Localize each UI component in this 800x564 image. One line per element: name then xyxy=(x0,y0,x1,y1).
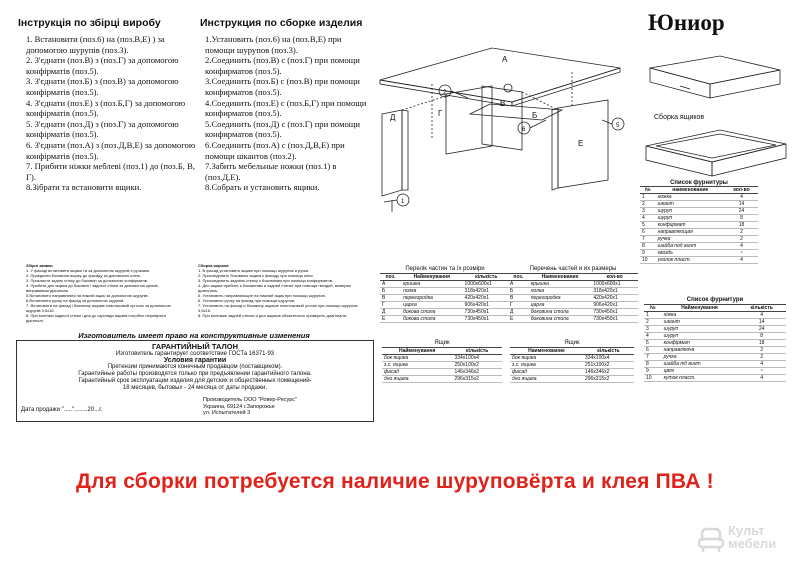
callout-6: 6 xyxy=(522,127,526,133)
table-cell: 730х450х1 xyxy=(591,309,638,316)
table-header-row xyxy=(640,187,758,194)
fittings-ua-title: Список фурнитури xyxy=(686,297,744,303)
table-cell: 906х420х1 xyxy=(591,302,638,309)
instruction-step: 8.Зібрати та встановити ящики. xyxy=(26,182,142,193)
table-cell: ~ xyxy=(725,250,758,257)
table-cell: 1 xyxy=(644,312,662,319)
table-cell: царга xyxy=(401,302,462,309)
instruction-step: 4.Соединить (поз.Е) с (поз.Б,Г) при помощи конфирматов (поз.5). xyxy=(205,97,367,119)
table-cell: 8 xyxy=(640,243,656,250)
fittings-ru-title: Список фурнитуры xyxy=(670,180,728,186)
table-header-cell: наименование xyxy=(656,187,725,194)
watermark-logo xyxy=(696,522,796,558)
table-cell: бокова стола xyxy=(401,316,462,323)
table-row xyxy=(508,281,638,288)
table-cell: Д xyxy=(380,309,401,316)
table-row xyxy=(640,229,758,236)
table-header-row xyxy=(508,274,638,281)
table-cell: 2 xyxy=(725,229,758,236)
note-line: 8. При монтажі задньої стінки і дна до шухляди ящиків потрібно перевірити діагоналі. xyxy=(26,313,166,323)
table-row xyxy=(510,369,634,376)
table-cell: конфірмат xyxy=(662,340,738,347)
table-cell: ніжка xyxy=(662,312,738,319)
notes-ua xyxy=(26,263,176,323)
table-cell: ножка xyxy=(656,194,725,201)
table-cell: боковина стола xyxy=(529,316,592,323)
table-cell: Е xyxy=(508,316,529,323)
table-cell: А xyxy=(508,281,529,288)
warranty-line-1: Претензии принимаются конечным продавцом (поставщиком). xyxy=(107,364,283,370)
table-cell: уголок пласт. xyxy=(656,257,725,264)
table-cell: 4 xyxy=(725,257,758,264)
table-cell: бок ящика xyxy=(510,355,583,362)
table-header-row xyxy=(644,305,786,312)
tools-required-banner: Для сборки потребуется наличие шуруповёрта и клея ПВА ! xyxy=(76,470,714,493)
part-label-e: Е xyxy=(578,139,584,148)
table-cell: шуруп xyxy=(656,208,725,215)
instruction-step: 5.Соединить (поз.Д) с (поз.Г) при помощи конфирматов (поз.5). xyxy=(205,118,361,140)
table-row xyxy=(640,243,758,250)
table-cell: 420х420х1 xyxy=(591,295,638,302)
table-cell: 318х420х1 xyxy=(463,288,510,295)
part-label-v: В xyxy=(500,99,506,108)
table-cell: 146х346х2 xyxy=(452,369,502,376)
drawer-sketch-top xyxy=(640,48,790,110)
table-row xyxy=(380,302,510,309)
table-cell: 4 xyxy=(737,312,786,319)
table-cell: царга xyxy=(529,302,592,309)
table-cell: направляюча xyxy=(662,347,738,354)
box-ru-table xyxy=(510,347,634,383)
table-cell: полка xyxy=(529,288,592,295)
table-cell: 3 xyxy=(640,208,656,215)
manufacturer-address-1: Украина, 69124 г.Запорожье xyxy=(203,403,275,410)
instruction-step: 1. Встановити (поз.6) на (поз.В,Е) ) за допомогою шурупів (поз.3). xyxy=(26,34,165,55)
table-cell: 8 xyxy=(737,333,786,340)
table-row xyxy=(510,362,634,369)
table-header-row xyxy=(380,274,510,281)
instruction-step: 7. Прибити ніжки меблеві (поз.1) до (поз.Б, В, Г). xyxy=(26,161,195,182)
table-cell: 146х346х2 xyxy=(583,369,634,376)
table-row xyxy=(644,333,786,340)
table-cell: 8 xyxy=(725,215,758,222)
table-cell: ~ xyxy=(737,368,786,375)
table-cell: ручка xyxy=(662,354,738,361)
table-header-row xyxy=(382,348,502,355)
table-cell: 4 xyxy=(725,243,758,250)
table-cell: 9 xyxy=(640,250,656,257)
note-line: 2. Приєднати боковини ящику до фасаду за допомогою клею. xyxy=(26,273,141,278)
instruction-step: 6. З'єднати (поз.А) з (поз.Д,В,Е) за допомогою конфірматів (поз.5). xyxy=(26,139,196,161)
notes-ru xyxy=(198,263,368,318)
table-cell: боковина стола xyxy=(529,309,592,316)
table-cell: 4 xyxy=(644,333,662,340)
table-cell: 251х100х2 xyxy=(583,362,634,369)
table-row xyxy=(382,369,502,376)
note-line: 6.Встановити ручку на фасад за допомогою шурупів. xyxy=(26,298,125,303)
table-cell: з.с. ящика xyxy=(382,362,452,369)
table-header-cell: Найменування xyxy=(382,348,452,355)
table-header-row xyxy=(510,348,634,355)
table-cell: перегородка xyxy=(401,295,462,302)
fittings-ru-table xyxy=(640,186,758,264)
note-line: 3. Прикласти задню стінку до боковин за допомогою конфірматів. xyxy=(26,278,149,283)
table-cell: крышка xyxy=(529,281,592,288)
parts-ru-table xyxy=(508,273,638,323)
table-cell: 7 xyxy=(640,236,656,243)
table-row xyxy=(644,347,786,354)
table-cell: 5 xyxy=(640,222,656,229)
parts-ru-title: Перечень частей и их размеры xyxy=(529,266,617,272)
table-cell: 4 xyxy=(737,375,786,382)
table-cell: 906х420х1 xyxy=(463,302,510,309)
table-row xyxy=(508,316,638,323)
note-line: 5. Установить направляющие на нижний ящик при помощи шурупов. xyxy=(198,293,326,298)
instruction-step: 1.Установить (поз.6) на (поз.В,Е) при помощи шурупов (поз.3). xyxy=(205,34,342,55)
table-cell: гвоздь xyxy=(656,250,725,257)
table-cell: направляющая xyxy=(656,229,725,236)
table-row xyxy=(380,316,510,323)
table-cell: 18 xyxy=(737,340,786,347)
fittings-ua-table xyxy=(644,304,786,382)
sale-date: Дата продажи "....."........20...г. xyxy=(21,407,103,413)
table-row xyxy=(644,326,786,333)
product-title: Юниор xyxy=(648,10,725,35)
table-cell: 7 xyxy=(644,354,662,361)
table-row xyxy=(510,355,634,362)
table-cell: 730х450х1 xyxy=(591,316,638,323)
table-cell: полка xyxy=(401,288,462,295)
table-cell: шуруп xyxy=(662,333,738,340)
table-row xyxy=(380,295,510,302)
table-cell: дно ящика xyxy=(382,376,452,383)
rights-notice: Изготовитель имеет право на конструктивные изменения xyxy=(78,331,310,340)
instruction-step: 2.Соединить (поз.В) с (поз.Г) при помощи конфирматов (поз.5). xyxy=(205,55,360,76)
note-line: 4. Прибити дно ящика до боковин і задньої стінки за допомогою цвяхів, виправивши діагональ. xyxy=(26,283,159,293)
watermark-text: Культ мебели xyxy=(728,523,777,551)
table-cell: шкант xyxy=(656,201,725,208)
table-cell: 334х100х4 xyxy=(452,355,502,362)
table-cell: 4 xyxy=(725,194,758,201)
table-header-cell: кількість xyxy=(463,274,510,281)
note-line: 6. Установить ручку на фасад при помощи шурупов. xyxy=(198,298,296,303)
table-cell: конфирмат xyxy=(656,222,725,229)
table-row xyxy=(644,319,786,326)
table-cell: Д xyxy=(508,309,529,316)
table-cell: Б xyxy=(380,288,401,295)
table-cell: цвях xyxy=(662,368,738,375)
table-cell: 4 xyxy=(737,361,786,368)
table-header-cell: Наименование xyxy=(529,274,592,281)
table-cell: В xyxy=(508,295,529,302)
table-cell: В xyxy=(380,295,401,302)
warranty-gost: Изготовитель гарантирует соответствие ГОСТа 16371-93 xyxy=(115,351,275,357)
table-cell: шуруп xyxy=(656,215,725,222)
note-line: 3. Присоединить заднюю стенку к боковинам при помощи конфирматов. xyxy=(198,278,333,283)
box-ua-table xyxy=(382,347,502,383)
table-row xyxy=(644,368,786,375)
table-cell: 2 xyxy=(737,347,786,354)
drawer-sketch-bottom xyxy=(640,124,790,182)
table-cell: 1000х600х1 xyxy=(591,281,638,288)
table-row xyxy=(640,222,758,229)
table-cell: 296х315х2 xyxy=(583,376,634,383)
table-cell: 8 xyxy=(644,361,662,368)
table-cell: 9 xyxy=(644,368,662,375)
ru-instructions-title: Инструкция по сборке изделия xyxy=(200,17,363,29)
table-cell: куток пласт. xyxy=(662,375,738,382)
box-ru-title: Ящик xyxy=(564,340,580,346)
table-row xyxy=(510,376,634,383)
callout-2: 2 xyxy=(443,90,447,96)
table-row xyxy=(644,312,786,319)
table-cell: бок ящика xyxy=(382,355,452,362)
table-cell: кришка xyxy=(401,281,462,288)
table-row xyxy=(644,340,786,347)
table-header-cell: поз. xyxy=(380,274,401,281)
table-cell: 14 xyxy=(737,319,786,326)
armchair-icon xyxy=(696,525,726,555)
table-row xyxy=(380,309,510,316)
table-cell: 2 xyxy=(644,319,662,326)
instruction-step: 2. З'єднати (поз.В) з (поз.Г) за допомогою конфірматів (поз.5). xyxy=(26,55,179,76)
table-cell: Е xyxy=(380,316,401,323)
table-row xyxy=(640,250,758,257)
notes-ru-title: Сборка ящиков xyxy=(198,263,229,268)
table-header-cell: № xyxy=(644,305,662,312)
desk-assembly-diagram xyxy=(372,40,637,220)
table-header-cell: кол-во xyxy=(591,274,638,281)
table-cell: 18 xyxy=(725,222,758,229)
note-line: 1. У фасаді встановити ящики та за допомогою шурупів з ручками. xyxy=(26,268,150,273)
table-cell: 24 xyxy=(725,208,758,215)
warranty-card xyxy=(16,340,374,422)
table-cell: 730х450х1 xyxy=(463,316,510,323)
table-header-cell: кількість xyxy=(452,348,502,355)
table-cell: 250х100х2 xyxy=(452,362,502,369)
table-cell: 6 xyxy=(644,347,662,354)
table-cell: 14 xyxy=(725,201,758,208)
table-cell: з.с. ящика xyxy=(510,362,583,369)
table-row xyxy=(644,354,786,361)
table-row xyxy=(382,355,502,362)
table-row xyxy=(382,376,502,383)
table-header-cell: поз. xyxy=(508,274,529,281)
table-row xyxy=(508,295,638,302)
table-row xyxy=(508,288,638,295)
note-line: 1. В фасад установить ящики при помощи шурупов и ручки. xyxy=(198,268,310,273)
table-cell: 2 xyxy=(725,236,758,243)
table-cell: бокова стола xyxy=(401,309,462,316)
callout-1: 1 xyxy=(401,199,405,205)
instruction-step: 3. З'єднати (поз.Б) з (поз.В) за допомогою конфірматів (поз.5). xyxy=(26,76,179,97)
note-line: 2. Присоединить боковины ящика к фасаду при помощи клея. xyxy=(198,273,314,278)
table-cell: шуруп xyxy=(662,326,738,333)
warranty-line-4: 18 месяцев, бытовых - 24 месяца от даты продажи. xyxy=(122,385,268,391)
table-cell: А xyxy=(380,281,401,288)
table-header-cell: № xyxy=(640,187,656,194)
table-row xyxy=(382,362,502,369)
note-line: 8. При монтаже задней стенки и дна ящиков обязательно проверить диагонали. xyxy=(198,313,348,318)
note-line: 7. Встановити на фасад і боковину ящиків пластиковий куточок за допомогою шурупів 3,5х16. xyxy=(26,303,171,313)
table-cell: 24 xyxy=(737,326,786,333)
table-cell: 4 xyxy=(640,215,656,222)
table-cell: шайба під винт xyxy=(662,361,738,368)
table-cell: 2 xyxy=(737,354,786,361)
table-row xyxy=(508,309,638,316)
table-cell: 10 xyxy=(644,375,662,382)
table-cell: дно ящика xyxy=(510,376,583,383)
table-row xyxy=(508,302,638,309)
ua-instructions-list xyxy=(26,34,196,193)
table-row xyxy=(640,215,758,222)
table-cell: 6 xyxy=(640,229,656,236)
note-line: 5.Встановити направляючі на нижній ящик за допомогою шурупів. xyxy=(26,293,149,298)
instruction-step: 7.Забить мебельные ножки (поз.1) в (поз.Д,Е). xyxy=(205,161,337,182)
table-cell: 3 xyxy=(644,326,662,333)
table-cell: 5 xyxy=(644,340,662,347)
warranty-title: ГАРАНТИЙНЫЙ ТАЛОН xyxy=(151,342,239,351)
callout-5: 5 xyxy=(616,123,620,129)
table-cell: шайба под винт xyxy=(656,243,725,250)
manufacturer-address-2: ул. Испытателей 3 xyxy=(203,410,251,416)
table-cell: 1000х600х1 xyxy=(463,281,510,288)
table-cell: перегородка xyxy=(529,295,592,302)
table-header-cell: кол-во xyxy=(725,187,758,194)
box-ua-title: Ящик xyxy=(434,340,450,346)
table-cell: 1 xyxy=(640,194,656,201)
table-cell: шкант xyxy=(662,319,738,326)
table-cell: 296х315х2 xyxy=(452,376,502,383)
ua-instructions-title: Інструкція по збірці виробу xyxy=(18,17,161,29)
table-row xyxy=(640,194,758,201)
table-row xyxy=(640,236,758,243)
instruction-step: 3.Соединить (поз.Б) с (поз.В) при помощи конфирматов (поз.5). xyxy=(205,76,360,97)
parts-ua-table xyxy=(380,273,510,323)
part-label-d: Д xyxy=(390,113,396,122)
table-row xyxy=(640,257,758,264)
table-cell: 2 xyxy=(640,201,656,208)
table-row xyxy=(644,361,786,368)
table-row xyxy=(380,288,510,295)
ru-instructions-list xyxy=(205,34,367,193)
table-cell: 318х420х1 xyxy=(591,288,638,295)
table-cell: фасад xyxy=(510,369,583,376)
table-cell: ручка xyxy=(656,236,725,243)
table-cell: 334х100х4 xyxy=(583,355,634,362)
table-row xyxy=(640,201,758,208)
table-cell: 10 xyxy=(640,257,656,264)
part-label-g: Г xyxy=(438,109,443,118)
warranty-line-2: Гарантийные работы производятся только при предъявлении гарантийного талона. xyxy=(78,371,312,377)
manufacturer-name: Производитель ООО "Ровер-Ресурс" xyxy=(203,397,297,403)
table-row xyxy=(644,375,786,382)
warranty-line-3: Гарантийный срок эксплуатации изделия для детских и общественных помещений- xyxy=(78,378,312,384)
table-header-cell: кількість xyxy=(737,305,786,312)
table-row xyxy=(380,281,510,288)
note-line: 7. Установить на фасад и боковину ящиков пластиковый уголок при помощи шурупов 3,5х16. xyxy=(198,303,358,313)
table-cell: Г xyxy=(508,302,529,309)
table-cell: фасад xyxy=(382,369,452,376)
part-label-a: А xyxy=(502,55,508,64)
table-cell: Б xyxy=(508,288,529,295)
drawer-assembly-title: Сборка ящиков xyxy=(654,114,705,121)
table-header-cell: Найменування xyxy=(662,305,738,312)
manufacturer-block xyxy=(203,397,297,417)
table-cell: Г xyxy=(380,302,401,309)
instruction-step: 5. З'єднати (поз.Д) з (поз.Г) за допомогою конфірматів (поз.5). xyxy=(26,118,179,140)
table-cell: 730х450х1 xyxy=(463,309,510,316)
parts-ua-title: Перелік частин та їх розміри xyxy=(405,266,485,272)
warranty-conditions-title: Условия гарантии xyxy=(163,357,227,364)
part-label-b: Б xyxy=(532,111,538,120)
instruction-step: 6.Соединить (поз.А) с (поз.Д,В,Е) при помощи шкантов (поз.2). xyxy=(205,139,345,161)
table-header-cell: Найменування xyxy=(401,274,462,281)
instruction-step: 4. З'єднати (поз.Е) з (поз.Б,Г) за допомогою конфірматів (поз.5). xyxy=(26,97,186,119)
table-cell: 420х420х1 xyxy=(463,295,510,302)
instruction-step: 8.Собрать и установить ящики. xyxy=(205,182,320,193)
table-header-cell: Наименование xyxy=(510,348,583,355)
table-header-cell: кількість xyxy=(583,348,634,355)
table-row xyxy=(640,208,758,215)
notes-ua-title: Збірні заявки xyxy=(26,263,53,268)
note-line: 4. Дно ящика прибить к боковинам и задней стенке при помощи гвоздей, выверяя диагональ. xyxy=(198,283,351,293)
